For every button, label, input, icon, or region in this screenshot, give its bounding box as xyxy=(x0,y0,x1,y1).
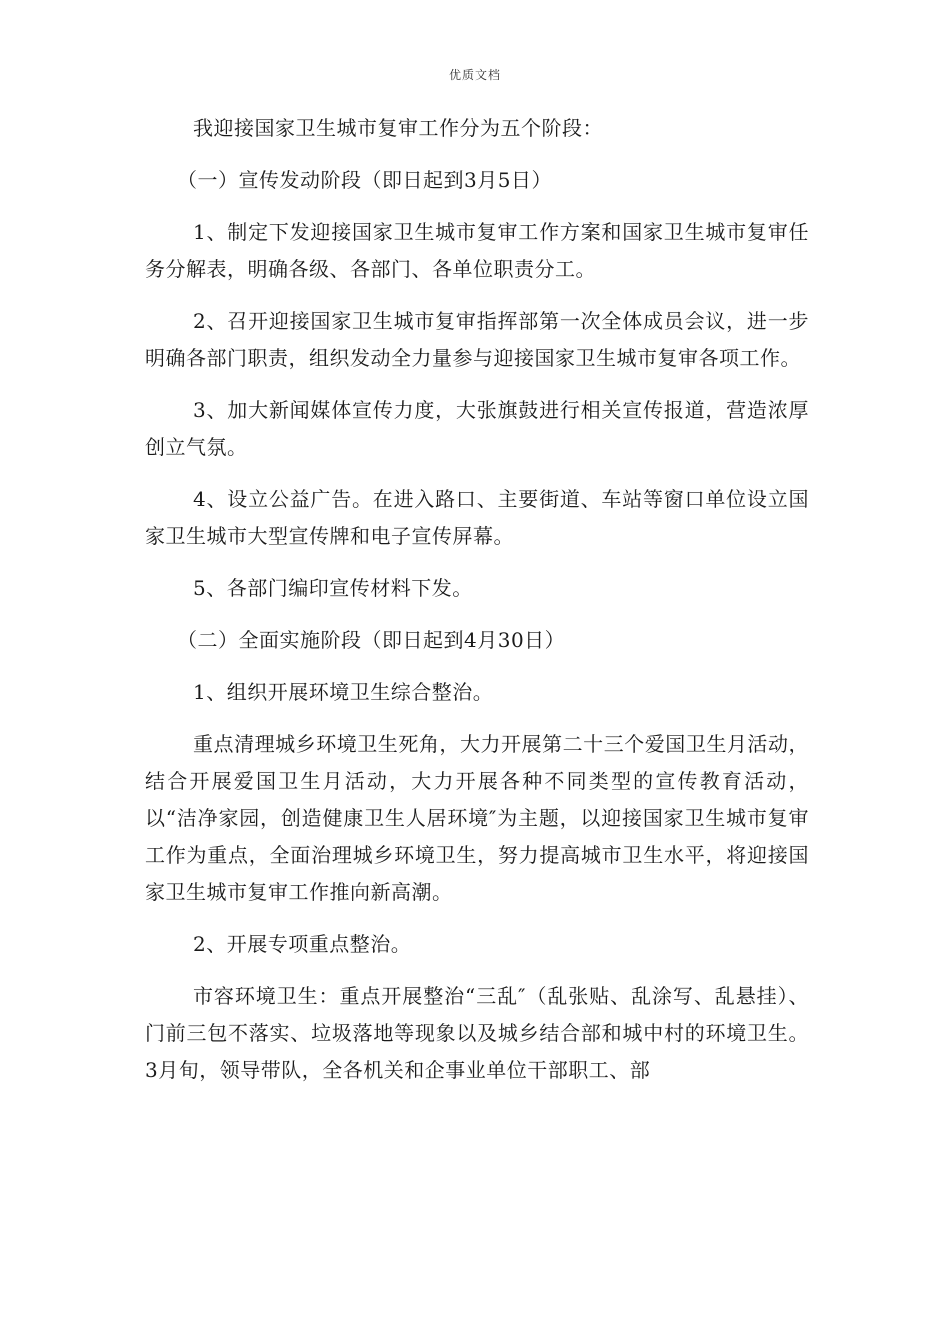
paragraph-item: 4、设立公益广告。在进入路口、主要街道、车站等窗口单位设立国家卫生城市大型宣传牌和电子宣传屏幕。 xyxy=(145,487,809,548)
section-heading-1: （一）宣传发动阶段（即日起到3月5日） xyxy=(177,168,552,192)
paragraph-item: 3、加大新闻媒体宣传力度，大张旗鼓进行相关宣传报道，营造浓厚创立气氛。 xyxy=(145,398,809,459)
paragraph-item: 1、组织开展环境卫生综合整治。 xyxy=(193,680,494,704)
paragraph-body: 市容环境卫生：重点开展整治“三乱″（乱张贴、乱涂写、乱悬挂）、门前三包不落实、垃圾落地等现象以及城乡结合部和城中村的环境卫生。3月旬，领导带队，全各机关和企事业单位干部职工、部 xyxy=(145,984,809,1082)
paragraph-body: 重点清理城乡环境卫生死角，大力开展第二十三个爱国卫生月活动，结合开展爱国卫生月活动，大力开展各种不同类型的宣传教育活动，以“洁净家园，创造健康卫生人居环境″为主题，以迎接国家卫生城市复审工作为重点，全面治理城乡环境卫生，努力提高城市卫生水平，将迎接国家卫生城市复审工作推向新高潮。 xyxy=(145,732,809,904)
document-body xyxy=(145,110,809,1104)
paragraph-item: 2、召开迎接国家卫生城市复审指挥部第一次全体成员会议，进一步明确各部门职责，组织发动全力量参与迎接国家卫生城市复审各项工作。 xyxy=(145,309,809,370)
section-heading-2: （二）全面实施阶段（即日起到4月30日） xyxy=(177,628,566,652)
paragraph-item: 5、各部门编印宣传材料下发。 xyxy=(193,576,473,600)
paragraph-intro: 我迎接国家卫生城市复审工作分为五个阶段： xyxy=(193,116,603,140)
page-header: 优质文档 xyxy=(448,68,501,82)
paragraph-item: 2、开展专项重点整治。 xyxy=(193,932,412,956)
paragraph-item: 1、制定下发迎接国家卫生城市复审工作方案和国家卫生城市复审任务分解表，明确各级、各部门、各单位职责分工。 xyxy=(145,220,809,281)
